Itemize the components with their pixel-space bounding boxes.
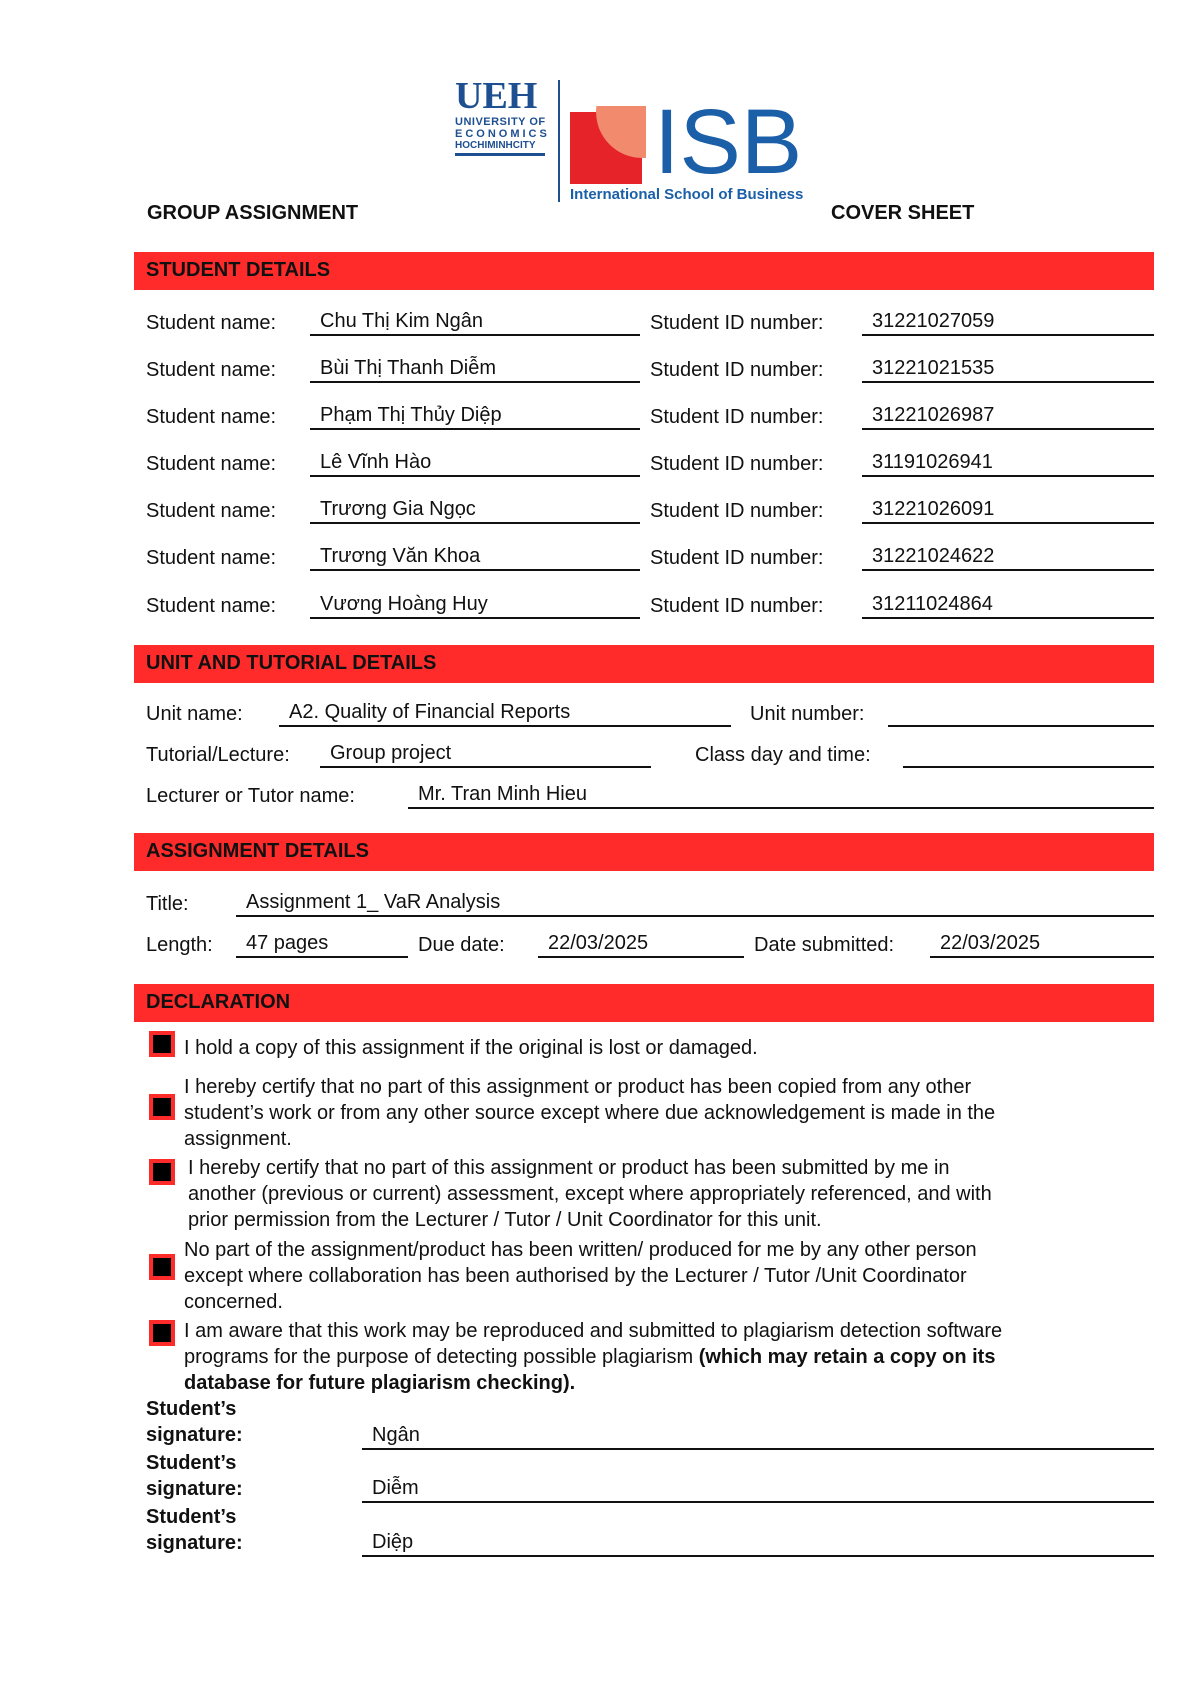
student-name-field[interactable]: Vương Hoàng Huy xyxy=(310,593,640,619)
declaration-line-bold: database for future plagiarism checking). xyxy=(184,1372,576,1394)
student-id-label: Student ID number: xyxy=(650,359,824,381)
signature-field-2[interactable]: Diễm xyxy=(362,1477,1154,1503)
section-title: UNIT AND TUTORIAL DETAILS xyxy=(146,652,437,674)
ueh-logo xyxy=(455,75,555,168)
declaration-line: I hereby certify that no part of this assignment or product has been submitted by me in xyxy=(188,1157,950,1179)
declaration-line-bold: (which may retain a copy on its xyxy=(698,1346,996,1368)
declaration-line-normal: programs for the purpose of detecting possible plagiarism xyxy=(184,1346,699,1368)
tutorial-label: Tutorial/Lecture: xyxy=(146,744,290,766)
tutorial-field[interactable]: Group project xyxy=(320,742,651,768)
signature-field-3[interactable]: Diệp xyxy=(362,1531,1154,1557)
logo-divider xyxy=(558,80,560,202)
class-day-label: Class day and time: xyxy=(695,744,871,766)
student-id-label: Student ID number: xyxy=(650,500,824,522)
student-name-field[interactable]: Trương Văn Khoa xyxy=(310,545,640,571)
declaration-line: concerned. xyxy=(184,1291,283,1313)
declaration-line: I am aware that this work may be reproduced and submitted to plagiarism detection software xyxy=(184,1320,1003,1342)
due-date-label: Due date: xyxy=(418,934,505,956)
student-name-label: Student name: xyxy=(146,500,277,522)
student-name-label: Student name: xyxy=(146,359,277,381)
student-name-label: Student name: xyxy=(146,312,277,334)
student-id-label: Student ID number: xyxy=(650,453,824,475)
lecturer-field[interactable]: Mr. Tran Minh Hieu xyxy=(408,783,1154,809)
student-id-label: Student ID number: xyxy=(650,547,824,569)
declaration-line: I hold a copy of this assignment if the original is lost or damaged. xyxy=(184,1037,758,1059)
length-field[interactable]: 47 pages xyxy=(236,932,408,958)
declaration-checkbox-3[interactable] xyxy=(149,1159,175,1185)
student-id-field[interactable]: 31221027059 xyxy=(862,310,1154,336)
declaration-line: except where collaboration has been authorised by the Lecturer / Tutor /Unit Coordinator xyxy=(184,1265,967,1287)
isb-logo xyxy=(570,91,820,205)
signature-label-line: signature: xyxy=(146,1478,243,1500)
signature-label-line: Student’s xyxy=(146,1506,237,1528)
declaration-text-1 xyxy=(184,1035,758,1061)
isb-abbr: ISB xyxy=(654,91,803,193)
class-day-field[interactable] xyxy=(903,742,1154,768)
declaration-line: another (previous or current) assessment, except where appropriately referenced, and with xyxy=(188,1183,992,1205)
declaration-text-4 xyxy=(184,1237,977,1315)
declaration-checkbox-2[interactable] xyxy=(149,1094,175,1120)
section-bar-declaration xyxy=(134,984,1154,1022)
declaration-line: No part of the assignment/product has been written/ produced for me by any other person xyxy=(184,1239,977,1261)
student-id-label: Student ID number: xyxy=(650,406,824,428)
due-date-field[interactable]: 22/03/2025 xyxy=(538,932,744,958)
isb-mark-overlay-icon xyxy=(570,106,646,186)
title-label: Title: xyxy=(146,893,189,915)
student-id-label: Student ID number: xyxy=(650,595,824,617)
header-cover-sheet: COVER SHEET xyxy=(831,202,975,224)
title-field[interactable]: Assignment 1_ VaR Analysis xyxy=(236,891,1154,917)
unit-name-field[interactable]: A2. Quality of Financial Reports xyxy=(279,701,731,727)
student-name-field[interactable]: Trương Gia Ngọc xyxy=(310,498,640,524)
lecturer-label: Lecturer or Tutor name: xyxy=(146,785,355,807)
section-title: STUDENT DETAILS xyxy=(146,259,331,281)
declaration-text-2 xyxy=(184,1074,995,1152)
student-name-label: Student name: xyxy=(146,406,277,428)
student-id-field[interactable]: 31211024864 xyxy=(862,593,1154,619)
unit-name-label: Unit name: xyxy=(146,703,243,725)
student-name-field[interactable]: Phạm Thị Thủy Diệp xyxy=(310,404,640,430)
declaration-line: student’s work or from any other source except where due acknowledgement is made in the xyxy=(184,1102,996,1124)
signature-label-line: Student’s xyxy=(146,1452,237,1474)
declaration-line: prior permission from the Lecturer / Tutor / Unit Coordinator for this unit. xyxy=(188,1209,822,1231)
date-submitted-field[interactable]: 22/03/2025 xyxy=(930,932,1154,958)
section-bar-assignment-details xyxy=(134,833,1154,871)
isb-tagline: International School of Business xyxy=(570,186,804,203)
section-bar-unit-details xyxy=(134,645,1154,683)
signature-label-2 xyxy=(146,1450,243,1502)
student-name-label: Student name: xyxy=(146,547,277,569)
signature-field-1[interactable]: Ngân xyxy=(362,1424,1154,1450)
unit-number-field[interactable] xyxy=(888,701,1154,727)
header-group-assignment: GROUP ASSIGNMENT xyxy=(147,202,359,224)
unit-number-label: Unit number: xyxy=(750,703,865,725)
student-id-field[interactable]: 31221026091 xyxy=(862,498,1154,524)
student-id-field[interactable]: 31221024622 xyxy=(862,545,1154,571)
student-id-field[interactable]: 31191026941 xyxy=(862,451,1154,477)
declaration-line xyxy=(184,1344,1002,1370)
ueh-line3: HOCHIMINHCITY xyxy=(455,140,536,151)
length-label: Length: xyxy=(146,934,213,956)
signature-label-line: signature: xyxy=(146,1424,243,1446)
declaration-checkbox-4[interactable] xyxy=(149,1254,175,1280)
declaration-text-3 xyxy=(188,1155,992,1233)
declaration-line: assignment. xyxy=(184,1128,292,1150)
student-id-field[interactable]: 31221026987 xyxy=(862,404,1154,430)
student-id-label: Student ID number: xyxy=(650,312,824,334)
section-bar-student-details xyxy=(134,252,1154,290)
signature-label-1 xyxy=(146,1396,243,1448)
section-title: ASSIGNMENT DETAILS xyxy=(146,840,369,862)
student-name-label: Student name: xyxy=(146,595,277,617)
ueh-line1: UNIVERSITY OF xyxy=(455,116,546,128)
declaration-checkbox-5[interactable] xyxy=(149,1320,175,1346)
section-title: DECLARATION xyxy=(146,991,291,1013)
signature-label-line: signature: xyxy=(146,1532,243,1554)
declaration-line xyxy=(184,1370,1002,1396)
student-name-field[interactable]: Chu Thị Kim Ngân xyxy=(310,310,640,336)
student-name-field[interactable]: Lê Vĩnh Hào xyxy=(310,451,640,477)
declaration-line: I hereby certify that no part of this assignment or product has been copied from any other xyxy=(184,1076,972,1098)
student-name-label: Student name: xyxy=(146,453,277,475)
ueh-underline xyxy=(455,153,545,156)
declaration-text-5 xyxy=(184,1318,1002,1396)
date-submitted-label: Date submitted: xyxy=(754,934,895,956)
ueh-abbr: UEH xyxy=(455,75,538,117)
ueh-line2: ECONOMICS xyxy=(455,128,550,140)
signature-label-line: Student’s xyxy=(146,1398,237,1420)
student-id-field[interactable]: 31221021535 xyxy=(862,357,1154,383)
student-name-field[interactable]: Bùi Thị Thanh Diễm xyxy=(310,357,640,383)
signature-label-3 xyxy=(146,1504,243,1556)
declaration-checkbox-1[interactable] xyxy=(149,1031,175,1057)
